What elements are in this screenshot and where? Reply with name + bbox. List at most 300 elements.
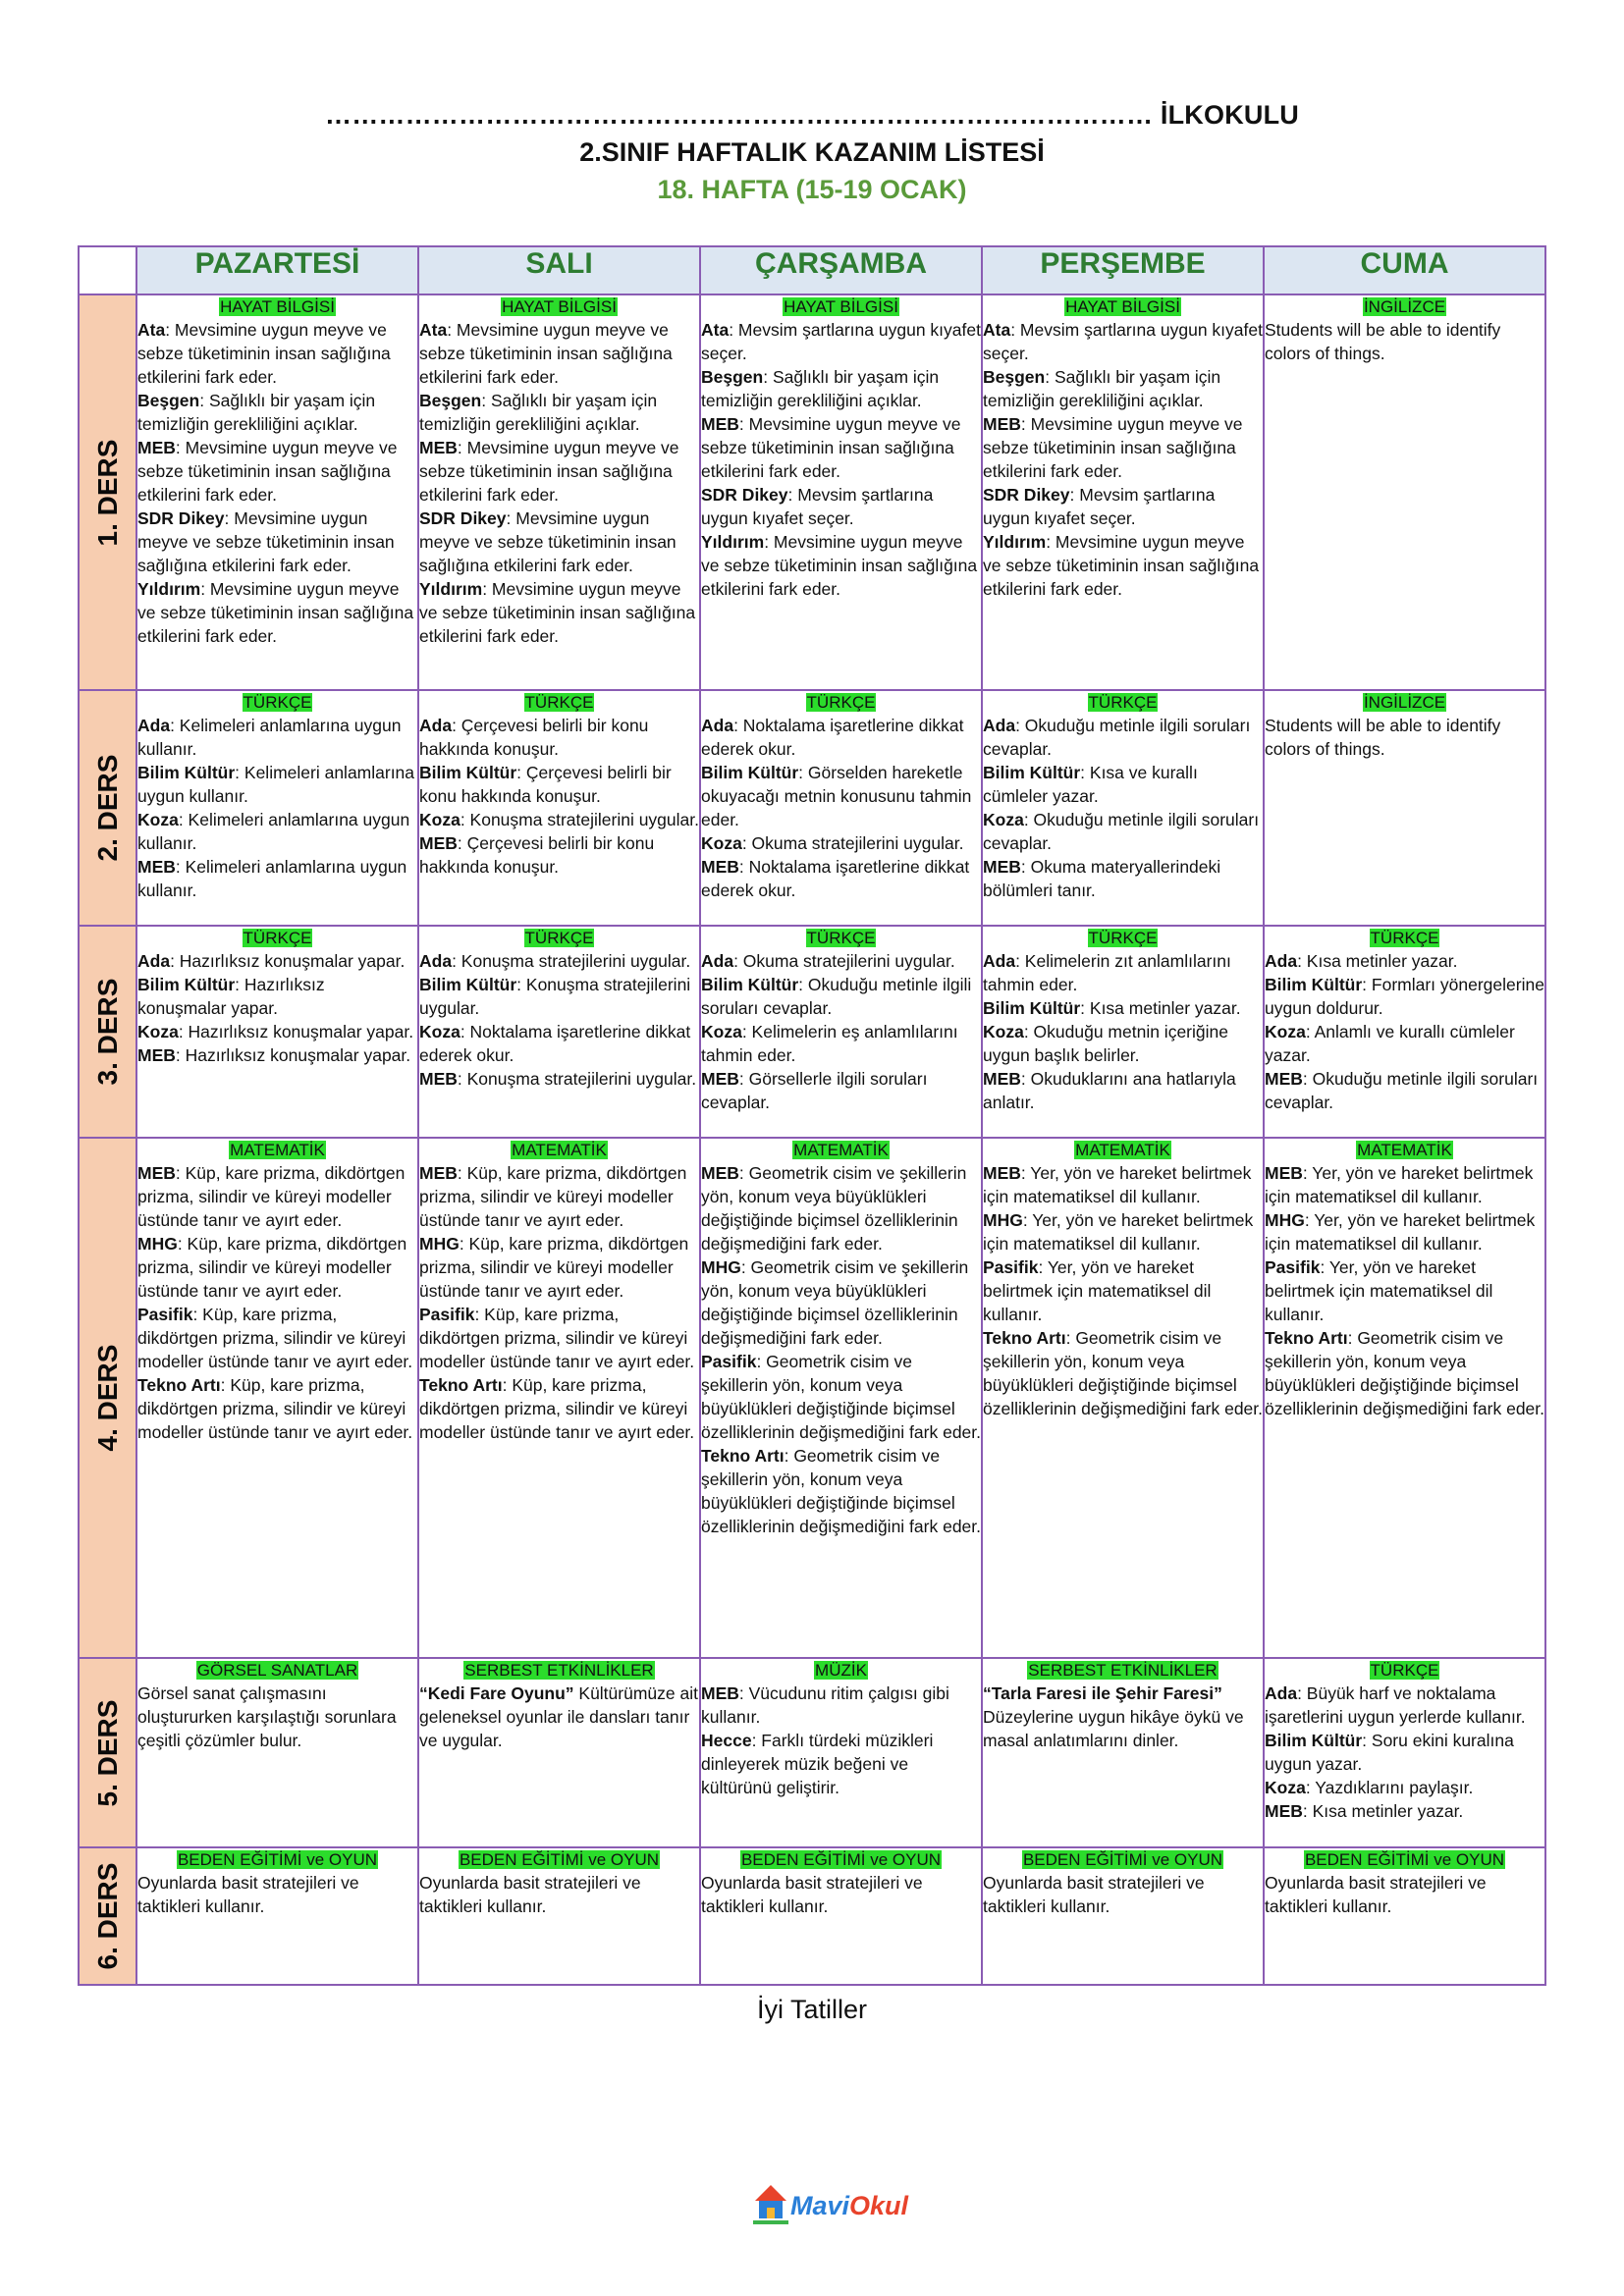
lesson-label: 6. DERS [91, 1862, 123, 1970]
lesson-cell [136, 1847, 418, 1985]
subject-highlight: TÜRKÇE [1088, 929, 1158, 947]
outcome-entry [983, 412, 1263, 483]
source-name: Bilim Kültür [983, 763, 1081, 782]
subject-label [137, 1659, 417, 1682]
outcome-entry [1265, 1020, 1544, 1067]
outcome-entry [701, 714, 981, 761]
mavi-okul-logo [753, 2181, 909, 2230]
outcome-entry [701, 831, 981, 855]
source-name: MEB [701, 1683, 739, 1703]
source-name: Ada [983, 951, 1016, 971]
outcome-text: : Kısa ve kurallı cümleler yazar. [983, 763, 1198, 806]
subject-highlight: MATEMATİK [1075, 1141, 1170, 1159]
lesson-cell [1264, 1138, 1545, 1658]
outcome-entry [701, 365, 981, 412]
outcome-text: : Yer, yön ve hareket belirtmek için matematiksel dil kullanır. [983, 1257, 1212, 1324]
outcome-entry [137, 761, 417, 808]
source-name: SDR Dikey [137, 508, 225, 528]
subject-label [137, 295, 417, 318]
outcome-text: : Konuşma stratejilerini uygular. [452, 951, 691, 971]
outcome-entry [419, 761, 699, 808]
outcome-entry [701, 1871, 981, 1918]
source-name: MHG [1265, 1210, 1305, 1230]
source-name: MEB [137, 857, 176, 877]
source-name: Pasifik [983, 1257, 1039, 1277]
outcome-text: Oyunlarda basit stratejileri ve taktikleri kullanır. [983, 1873, 1205, 1916]
outcome-entry [983, 1161, 1263, 1208]
source-name: Pasifik [137, 1305, 193, 1324]
source-name: Bilim Kültür [1265, 1731, 1363, 1750]
source-name: Beşgen [701, 367, 764, 387]
outcome-entry [137, 973, 417, 1020]
source-name: Ada [1265, 951, 1298, 971]
lesson-cell [700, 926, 982, 1138]
source-name: Pasifik [701, 1352, 757, 1371]
outcome-text: : Konuşma stratejilerini uygular. [457, 1069, 697, 1089]
lesson-cell [982, 1658, 1264, 1847]
source-name: Beşgen [137, 391, 200, 410]
day-header: PERŞEMBE [982, 246, 1264, 294]
subject-label [419, 1848, 699, 1871]
lesson-cell [1264, 294, 1545, 690]
subject-label [983, 1139, 1263, 1161]
subject-highlight: İNGİLİZCE [1363, 693, 1446, 712]
outcome-text: : Geometrik cisim ve şekillerin yön, konum veya büyüklükleri değiştiğinde biçimsel özelliklerinin değişmediğini fark eder. [701, 1163, 967, 1254]
outcome-entry [701, 1161, 981, 1255]
lesson-cell [136, 690, 418, 926]
outcome-entry [137, 1020, 417, 1043]
outcome-entry [419, 973, 699, 1020]
source-name: Ada [1265, 1683, 1298, 1703]
outcome-entry [1265, 1255, 1544, 1326]
source-name: MEB [701, 857, 739, 877]
subject-label [419, 1659, 699, 1682]
outcome-text: : Farklı türdeki müzikleri dinleyerek müzik beğeni ve kültürünü geliştirir. [701, 1731, 934, 1797]
lesson-label-cell [79, 690, 136, 926]
lesson-cell [700, 1847, 982, 1985]
outcome-entry [419, 1020, 699, 1067]
outcome-entry [983, 1326, 1263, 1420]
subject-label [419, 691, 699, 714]
outcome-entry [419, 831, 699, 879]
source-name: Koza [137, 1022, 179, 1041]
subject-highlight: HAYAT BİLGİSİ [1065, 297, 1180, 316]
outcome-text: : Mevsimine uygun meyve ve sebze tüketiminin insan sağlığına etkilerini fark eder. [137, 579, 414, 646]
outcome-text: : Okuma materyallerindeki bölümleri tanır. [983, 857, 1221, 900]
outcome-entry [1265, 1326, 1544, 1420]
lesson-cell [1264, 1658, 1545, 1847]
lesson-label: 3. DERS [91, 978, 123, 1086]
subject-highlight: HAYAT BİLGİSİ [784, 297, 898, 316]
outcome-text: : Sağlıklı bir yaşam için temizliğin gerekliliğini açıklar. [137, 391, 376, 434]
outcome-text: : Noktalama işaretlerine dikkat ederek okur. [419, 1022, 691, 1065]
outcome-text: : Geometrik cisim ve şekillerin yön, konum veya büyüklükleri değiştiğinde biçimsel özelliklerinin değişmediğini fark eder. [701, 1257, 969, 1348]
source-name: Pasifik [1265, 1257, 1321, 1277]
outcome-entry [1265, 1729, 1544, 1776]
subject-label [983, 691, 1263, 714]
source-name: MHG [701, 1257, 741, 1277]
subject-highlight: TÜRKÇE [243, 929, 312, 947]
outcome-text: : Mevsim şartlarına uygun kıyafet seçer. [701, 485, 934, 528]
outcome-text: : Okuduğu metinle ilgili soruları cevaplar. [1265, 1069, 1539, 1112]
source-name: Ata [419, 320, 448, 340]
outcome-entry [1265, 949, 1544, 973]
outcome-entry [419, 436, 699, 507]
outcome-entry [1265, 1799, 1544, 1823]
source-name: Koza [419, 810, 460, 829]
subject-label [1265, 927, 1544, 949]
outcome-entry [137, 1682, 417, 1752]
lesson-cell [136, 926, 418, 1138]
outcome-entry [419, 507, 699, 577]
outcome-entry [983, 1871, 1263, 1918]
outcome-entry [701, 1444, 981, 1538]
outcome-text: : Küp, kare prizma, dikdörtgen prizma, silindir ve küreyi modeller üstünde tanır ve ayırt eder. [419, 1375, 695, 1442]
day-header-row [79, 246, 1545, 294]
outcome-text: : Mevsimine uygun meyve ve sebze tüketiminin insan sağlığına etkilerini fark eder. [137, 438, 398, 505]
outcome-text: : Mevsim şartlarına uygun kıyafet seçer. [701, 320, 981, 363]
outcome-entry [419, 1232, 699, 1303]
outcome-text: : Hazırlıksız konuşmalar yapar. [178, 1022, 414, 1041]
outcome-text: : Yer, yön ve hareket belirtmek için matematiksel dil kullanır. [1265, 1163, 1534, 1206]
source-name: Pasifik [419, 1305, 475, 1324]
outcome-text: : Kısa metinler yazar. [1080, 998, 1241, 1018]
lesson-cell [982, 926, 1264, 1138]
outcome-entry [137, 436, 417, 507]
logo-part-1: Mavi [790, 2191, 850, 2220]
source-name: MEB [419, 1069, 458, 1089]
outcome-text: : Hazırlıksız konuşmalar yapar. [137, 975, 325, 1018]
lesson-cell [1264, 1847, 1545, 1985]
outcome-text: : Kelimelerin zıt anlamlılarını tahmin eder. [983, 951, 1231, 994]
lesson-cell [982, 1847, 1264, 1985]
outcome-text: : Mevsimine uygun meyve ve sebze tüketiminin insan sağlığına etkilerini fark eder. [419, 438, 679, 505]
outcome-entry [1265, 1682, 1544, 1729]
outcome-entry [701, 1020, 981, 1067]
logo-wordmark [790, 2191, 908, 2221]
outcome-entry [983, 808, 1263, 855]
source-name: Beşgen [983, 367, 1046, 387]
source-name: “Kedi Fare Oyunu” [419, 1683, 574, 1703]
outcome-text: : Küp, kare prizma, dikdörtgen prizma, silindir ve küreyi modeller üstünde tanır ve ayırt eder. [419, 1305, 695, 1371]
outcome-entry [983, 855, 1263, 902]
weekly-plan-table [78, 245, 1546, 1986]
outcome-entry [419, 1871, 699, 1918]
lesson-row [79, 926, 1545, 1138]
plan-body [79, 294, 1545, 1985]
week-title: 18. HAFTA (15-19 OCAK) [657, 175, 967, 204]
source-name: Ada [137, 951, 171, 971]
outcome-text: : Yer, yön ve hareket belirtmek için matematiksel dil kullanır. [1265, 1257, 1493, 1324]
day-header: PAZARTESİ [136, 246, 418, 294]
source-name: Yıldırım [701, 532, 765, 552]
outcome-text: : Okuduklarını ana hatlarıyla anlatır. [983, 1069, 1236, 1112]
source-name: MEB [983, 857, 1021, 877]
subject-highlight: MATEMATİK [1357, 1141, 1452, 1159]
outcome-entry [1265, 1161, 1544, 1208]
subject-label [1265, 691, 1544, 714]
lesson-row [79, 1658, 1545, 1847]
day-header: ÇARŞAMBA [700, 246, 982, 294]
source-name: Bilim Kültür [137, 975, 236, 994]
outcome-entry [701, 1729, 981, 1799]
outcome-entry [983, 1255, 1263, 1326]
source-name: Koza [137, 810, 179, 829]
source-name: Bilim Kültür [137, 763, 236, 782]
outcome-entry [701, 412, 981, 483]
subject-highlight: BEDEN EĞİTİMİ ve OYUN [459, 1850, 660, 1869]
outcome-entry [419, 1067, 699, 1091]
subject-highlight: TÜRKÇE [524, 929, 594, 947]
logo-part-2: Okul [849, 2191, 909, 2220]
outcome-text: : Hazırlıksız konuşmalar yapar. [175, 1045, 411, 1065]
subject-label [983, 1848, 1263, 1871]
lesson-label: 1. DERS [91, 439, 123, 546]
outcome-entry [983, 1208, 1263, 1255]
source-name: Bilim Kültür [419, 975, 517, 994]
outcome-entry [137, 808, 417, 855]
outcome-entry [137, 714, 417, 761]
subject-label [1265, 1659, 1544, 1682]
outcome-entry [1265, 1208, 1544, 1255]
lesson-cell [418, 1138, 700, 1658]
lesson-cell [982, 1138, 1264, 1658]
outcome-text: : Yazdıklarını paylaşır. [1305, 1778, 1474, 1797]
outcome-text: : Mevsimine uygun meyve ve sebze tüketiminin insan sağlığına etkilerini fark eder. [983, 414, 1243, 481]
lesson-cell [136, 1138, 418, 1658]
lesson-row [79, 1138, 1545, 1658]
subject-label [1265, 1139, 1544, 1161]
lesson-cell [982, 294, 1264, 690]
outcome-text: : Küp, kare prizma, dikdörtgen prizma, silindir ve küreyi modeller üstünde tanır ve ayırt eder. [137, 1163, 406, 1230]
subject-label [983, 1659, 1263, 1682]
outcome-text: : Çerçevesi belirli bir konu hakkında konuşur. [419, 716, 649, 759]
outcome-text: : Noktalama işaretlerine dikkat ederek okur. [701, 716, 964, 759]
outcome-entry [419, 577, 699, 648]
subject-label [1265, 1848, 1544, 1871]
lesson-cell [1264, 926, 1545, 1138]
source-name: Hecce [701, 1731, 752, 1750]
source-name: MEB [1265, 1069, 1303, 1089]
outcome-entry [701, 483, 981, 530]
subject-label [701, 927, 981, 949]
subject-highlight: MÜZİK [815, 1661, 867, 1680]
subject-highlight: TÜRKÇE [806, 929, 876, 947]
subject-highlight: TÜRKÇE [1370, 1661, 1439, 1680]
outcome-entry [701, 761, 981, 831]
source-name: MEB [983, 414, 1021, 434]
subject-highlight: SERBEST ETKİNLİKLER [464, 1661, 654, 1680]
outcome-text: : Mevsim şartlarına uygun kıyafet seçer. [983, 485, 1216, 528]
outcome-text: : Soru ekini kuralına uygun yazar. [1265, 1731, 1514, 1774]
outcome-text: : Konuşma stratejilerini uygular. [460, 810, 699, 829]
source-name: MEB [419, 1163, 458, 1183]
lesson-label-cell [79, 926, 136, 1138]
subject-highlight: TÜRKÇE [1370, 929, 1439, 947]
outcome-text: : Mevsim şartlarına uygun kıyafet seçer. [983, 320, 1263, 363]
lesson-cell [418, 926, 700, 1138]
source-name: Bilim Kültür [701, 975, 799, 994]
outcome-text: : Görselden hareketle okuyacağı metnin konusunu tahmin eder. [701, 763, 972, 829]
outcome-entry [983, 1682, 1263, 1752]
outcome-entry [983, 483, 1263, 530]
source-name: Yıldırım [983, 532, 1047, 552]
outcome-entry [137, 1303, 417, 1373]
corner-cell [79, 246, 136, 294]
outcome-text: : Çerçevesi belirli bir konu hakkında konuşur. [419, 833, 655, 877]
outcome-text: : Kelimeleri anlamlarına uygun kullanır. [137, 810, 410, 853]
subject-label [701, 1848, 981, 1871]
source-name: Bilim Kültür [701, 763, 799, 782]
outcome-text: : Mevsimine uygun meyve ve sebze tüketiminin insan sağlığına etkilerini fark eder. [419, 579, 696, 646]
outcome-entry [419, 318, 699, 389]
outcome-entry [1265, 714, 1544, 761]
outcome-entry [137, 577, 417, 648]
outcome-text: : Küp, kare prizma, dikdörtgen prizma, silindir ve küreyi modeller üstünde tanır ve ayırt eder. [419, 1234, 689, 1301]
subject-highlight: TÜRKÇE [1088, 693, 1158, 712]
source-name: MEB [419, 438, 458, 457]
subject-label [419, 927, 699, 949]
outcome-text: Kültürümüze ait geleneksel oyunlar ile dansları tanır ve uygular. [419, 1683, 698, 1750]
source-name: Beşgen [419, 391, 482, 410]
outcome-text: : Vücudunu ritim çalgısı gibi kullanır. [701, 1683, 949, 1727]
source-name: MEB [419, 833, 458, 853]
outcome-entry [419, 389, 699, 436]
outcome-entry [137, 389, 417, 436]
source-name: Tekno Artı [983, 1328, 1066, 1348]
outcome-text: : Okuduğu metinle ilgili soruları cevaplar. [983, 810, 1260, 853]
lesson-row [79, 690, 1545, 926]
lesson-cell [700, 1138, 982, 1658]
source-name: Ada [419, 716, 453, 735]
outcome-entry [1265, 1776, 1544, 1799]
lesson-label-cell [79, 1138, 136, 1658]
subject-highlight: HAYAT BİLGİSİ [502, 297, 617, 316]
subject-highlight: MATEMATİK [230, 1141, 325, 1159]
lesson-label-cell [79, 1847, 136, 1985]
lesson-cell [418, 690, 700, 926]
subject-highlight: SERBEST ETKİNLİKLER [1028, 1661, 1218, 1680]
source-name: MEB [137, 1163, 176, 1183]
source-name: Ada [983, 716, 1016, 735]
source-name: SDR Dikey [701, 485, 788, 505]
lesson-cell [136, 1658, 418, 1847]
outcome-entry [419, 808, 699, 831]
lesson-row [79, 1847, 1545, 1985]
source-name: Tekno Artı [419, 1375, 503, 1395]
source-name: MEB [1265, 1801, 1303, 1821]
outcome-text: Students will be able to identify colors of things. [1265, 320, 1501, 363]
lesson-cell [700, 1658, 982, 1847]
outcome-entry [137, 1373, 417, 1444]
outcome-text: Students will be able to identify colors of things. [1265, 716, 1501, 759]
source-name: Ada [701, 951, 734, 971]
outcome-text: : Büyük harf ve noktalama işaretlerini uygun yerlerde kullanır. [1265, 1683, 1526, 1727]
outcome-entry [701, 1255, 981, 1350]
outcome-text: : Küp, kare prizma, dikdörtgen prizma, silindir ve küreyi modeller üstünde tanır ve ayırt eder. [419, 1163, 687, 1230]
outcome-text: : Küp, kare prizma, dikdörtgen prizma, silindir ve küreyi modeller üstünde tanır ve ayırt eder. [137, 1305, 413, 1371]
lesson-label: 2. DERS [91, 754, 123, 862]
outcome-text: : Okuduğu metnin içeriğine uygun başlık belirler. [983, 1022, 1228, 1065]
source-name: Yıldırım [137, 579, 201, 599]
source-name: Koza [701, 1022, 742, 1041]
source-name: SDR Dikey [419, 508, 507, 528]
outcome-entry [1265, 1871, 1544, 1918]
lesson-cell [700, 690, 982, 926]
source-name: MEB [137, 1045, 176, 1065]
school-name-line: ………………………………………………………………………………… İLKOKULU [325, 100, 1299, 130]
lesson-label: 4. DERS [91, 1344, 123, 1452]
source-name: Tekno Artı [701, 1446, 785, 1466]
outcome-entry [419, 1161, 699, 1232]
source-name: Ada [419, 951, 453, 971]
closing-note: İyi Tatiller [756, 1995, 868, 2024]
subject-label [701, 1139, 981, 1161]
source-name: Ata [983, 320, 1011, 340]
outcome-text: Düzeylerine uygun hikâye öykü ve masal anlatımlarını dinler. [983, 1707, 1244, 1750]
outcome-entry [137, 1232, 417, 1303]
outcome-text: : Mevsimine uygun meyve ve sebze tüketiminin insan sağlığına etkilerini fark eder. [137, 320, 391, 387]
source-name: Koza [1265, 1778, 1306, 1797]
subject-highlight: TÜRKÇE [806, 693, 876, 712]
outcome-text: : Mevsimine uygun meyve ve sebze tüketiminin insan sağlığına etkilerini fark eder. [701, 414, 961, 481]
subject-highlight: TÜRKÇE [524, 693, 594, 712]
outcome-text: : Kelimeleri anlamlarına uygun kullanır. [137, 763, 415, 806]
outcome-entry [983, 365, 1263, 412]
outcome-text: : Çerçevesi belirli bir konu hakkında konuşur. [419, 763, 672, 806]
source-name: Bilim Kültür [983, 998, 1081, 1018]
outcome-text: : Mevsimine uygun meyve ve sebze tüketiminin insan sağlığına etkilerini fark eder. [137, 508, 395, 575]
outcome-entry [137, 949, 417, 973]
outcome-text: Oyunlarda basit stratejileri ve taktikleri kullanır. [701, 1873, 923, 1916]
outcome-text: : Anlamlı ve kurallı cümleler yazar. [1265, 1022, 1515, 1065]
outcome-entry [701, 1067, 981, 1114]
outcome-text: : Küp, kare prizma, dikdörtgen prizma, silindir ve küreyi modeller üstünde tanır ve ayırt eder. [137, 1234, 407, 1301]
outcome-text: : Kısa metinler yazar. [1302, 1801, 1464, 1821]
lesson-row [79, 294, 1545, 690]
outcome-text: : Kısa metinler yazar. [1297, 951, 1458, 971]
source-name: MEB [1265, 1163, 1303, 1183]
lesson-label-cell [79, 1658, 136, 1847]
outcome-text: : Kelimeleri anlamlarına uygun kullanır. [137, 857, 407, 900]
outcome-entry [137, 318, 417, 389]
house-icon [753, 2181, 788, 2226]
source-name: MEB [983, 1163, 1021, 1183]
subject-highlight: BEDEN EĞİTİMİ ve OYUN [1022, 1850, 1223, 1869]
outcome-entry [983, 1020, 1263, 1067]
source-name: MHG [137, 1234, 178, 1254]
subject-label [701, 295, 981, 318]
outcome-entry [701, 530, 981, 601]
outcome-entry [419, 949, 699, 973]
subject-highlight: BEDEN EĞİTİMİ ve OYUN [740, 1850, 942, 1869]
subject-highlight: BEDEN EĞİTİMİ ve OYUN [177, 1850, 378, 1869]
subject-label [419, 295, 699, 318]
outcome-entry [701, 1682, 981, 1729]
outcome-text: Oyunlarda basit stratejileri ve taktikleri kullanır. [137, 1873, 359, 1916]
outcome-text: : Mevsimine uygun meyve ve sebze tüketiminin insan sağlığına etkilerini fark eder. [701, 532, 978, 599]
lesson-cell [982, 690, 1264, 926]
lesson-cell [700, 294, 982, 690]
outcome-entry [419, 1682, 699, 1752]
outcome-text: : Kelimeleri anlamlarına uygun kullanır. [137, 716, 402, 759]
lesson-label-cell [79, 294, 136, 690]
outcome-text: : Sağlıklı bir yaşam için temizliğin gerekliliğini açıklar. [983, 367, 1221, 410]
outcome-entry [701, 855, 981, 902]
outcome-text: : Küp, kare prizma, dikdörtgen prizma, silindir ve küreyi modeller üstünde tanır ve ayırt eder. [137, 1375, 413, 1442]
lesson-cell [418, 1847, 700, 1985]
source-name: MEB [983, 1069, 1021, 1089]
